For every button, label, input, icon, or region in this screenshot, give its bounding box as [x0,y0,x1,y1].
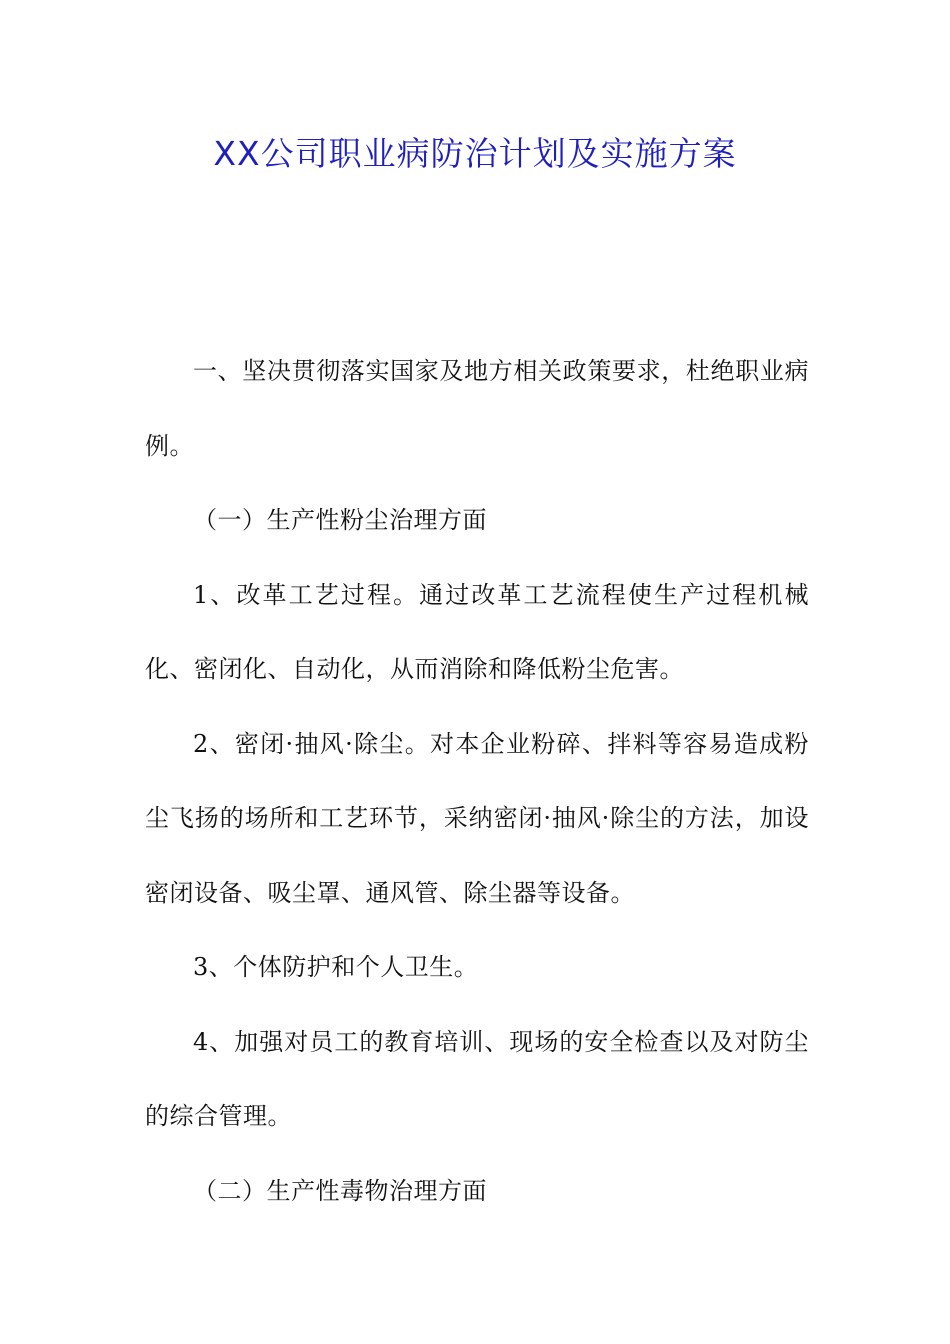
paragraph-item-2: 2、密闭·抽风·除尘。对本企业粉碎、拌料等容易造成粉尘飞扬的场所和工艺环节，采纳密闭·抽风·除尘的方法，加设密闭设备、吸尘罩、通风管、除尘器等设备。 [145,729,809,907]
paragraph-item-3: 3、个体防护和个人卫生。 [193,953,479,981]
paragraph-item-4: 4、加强对员工的教育培训、现场的安全检查以及对防尘的综合管理。 [145,1027,809,1130]
paragraph-subsection-toxic: （二）生产性毒物治理方面 [193,1176,487,1205]
paragraph-section-one: 一、坚决贯彻落实国家及地方相关政策要求，杜绝职业病例。 [145,357,809,460]
document-body [145,334,809,1228]
paragraph-subsection-dust: （一）生产性粉尘治理方面 [193,506,487,534]
document-title: XX公司职业病防治计划及实施方案 [213,134,737,173]
paragraph-item-1: 1、改革工艺过程。通过改革工艺流程使生产过程机械化、密闭化、自动化，从而消除和降低粉尘危害。 [145,580,809,683]
